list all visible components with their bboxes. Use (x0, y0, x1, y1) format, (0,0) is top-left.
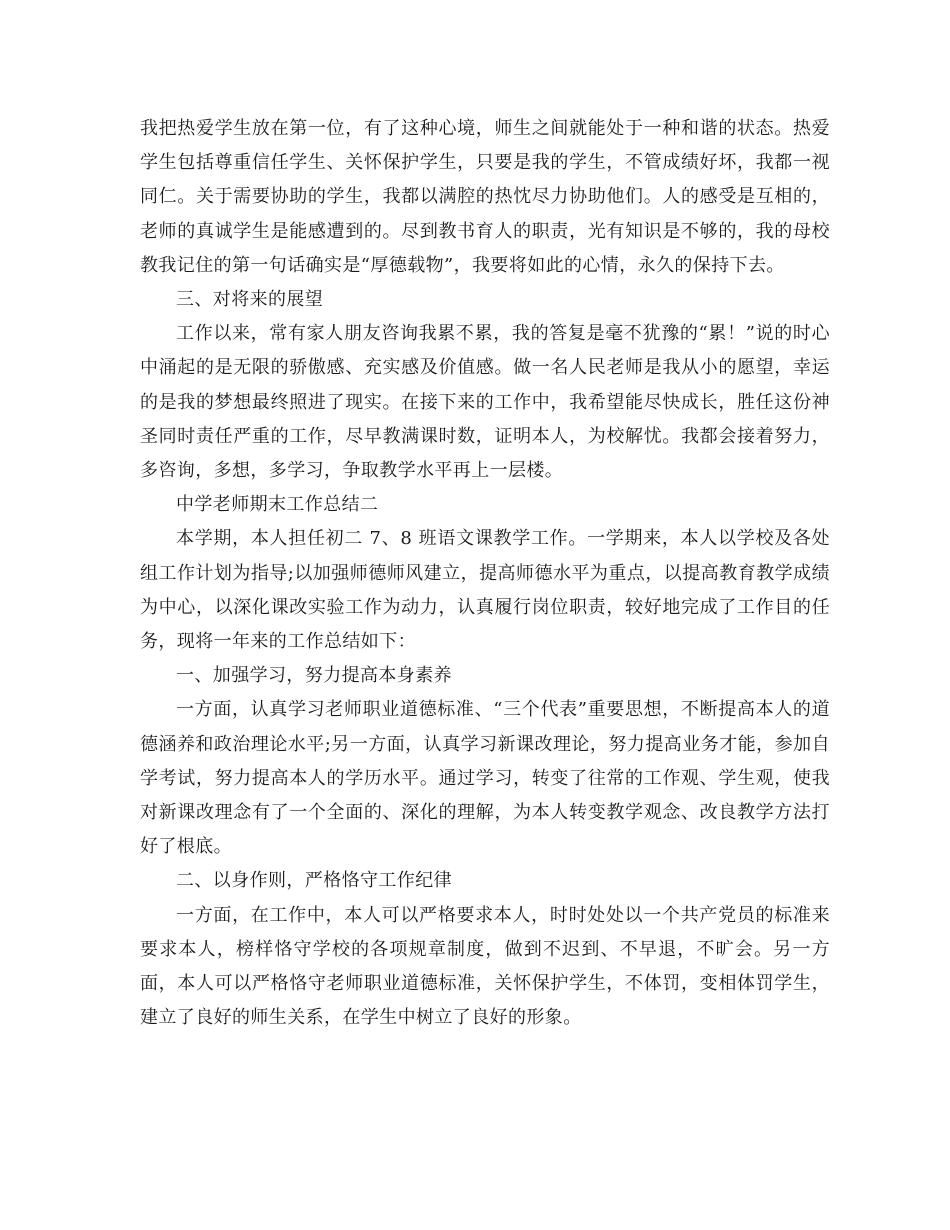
paragraph-strengthen-learning: 一方面，认真学习老师职业道德标准、“三个代表”重要思想，不断提高本人的道德涵养和政治理论水平;另一方面，认真学习新课改理论，努力提高业务才能，参加自学考试，努力提高本人的学历水平。通过学习，转变了往常的工作观、学生观，使我对新课改理念有了一个全面的、深化的理解，为本人转变教学观念、改良教学方法打好了根底。 (140, 699, 830, 858)
paragraph-semester-intro: 本学期，本人担任初二 7、8 班语文课教学工作。一学期来，本人以学校及各处组工作计划为指导;以加强师德师风建立，提高师德水平为重点，以提高教育教学成绩为中心，以深化课改实验工作为动力，认真履行岗位职责，较好地完成了工作目的任务，现将一年来的工作总结如下： (140, 528, 830, 653)
heading-summary-two: 中学老师期末工作总结二 (176, 494, 379, 516)
heading-strengthen-learning: 一、加强学习，努力提高本身素养 (176, 665, 452, 687)
heading-future-outlook: 三、对将来的展望 (176, 289, 324, 311)
document-body (140, 112, 830, 1035)
paragraph-love-students: 我把热爱学生放在第一位，有了这种心境，师生之间就能处于一种和谐的状态。热爱学生包括尊重信任学生、关怀保护学生，只要是我的学生，不管成绩好坏，我都一视同仁。关于需要协助的学生，我都以满腔的热忱尽力协助他们。人的感受是互相的，老师的真诚学生是能感遭到的。尽到教书育人的职责，光有知识是不够的，我的母校教我记住的第一句话确实是“厚德载物”，我要将如此的心情，永久的保持下去。 (140, 118, 830, 276)
paragraph-work-discipline: 一方面，在工作中，本人可以严格要求本人，时时处处以一个共产党员的标准来要求本人，榜样恪守学校的各项规章制度，做到不迟到、不早退，不旷会。另一方面，本人可以严格恪守老师职业道德标准，关怀保护学生，不体罚，变相体罚学生，建立了良好的师生关系，在学生中树立了良好的形象。 (140, 904, 830, 1029)
heading-work-discipline: 二、以身作则，严格恪守工作纪律 (176, 870, 452, 892)
paragraph-future-outlook: 工作以来，常有家人朋友咨询我累不累，我的答复是毫不犹豫的“累！”说的时心中涌起的是无限的骄傲感、充实感及价值感。做一名人民老师是我从小的愿望，幸运的是我的梦想最终照进了现实。在接下来的工作中，我希望能尽快成长，胜任这份神圣同时责任严重的工作，尽早教满课时数，证明本人，为校解忧。我都会接着努力，多咨询，多想，多学习，争取教学水平再上一层楼。 (140, 323, 830, 482)
